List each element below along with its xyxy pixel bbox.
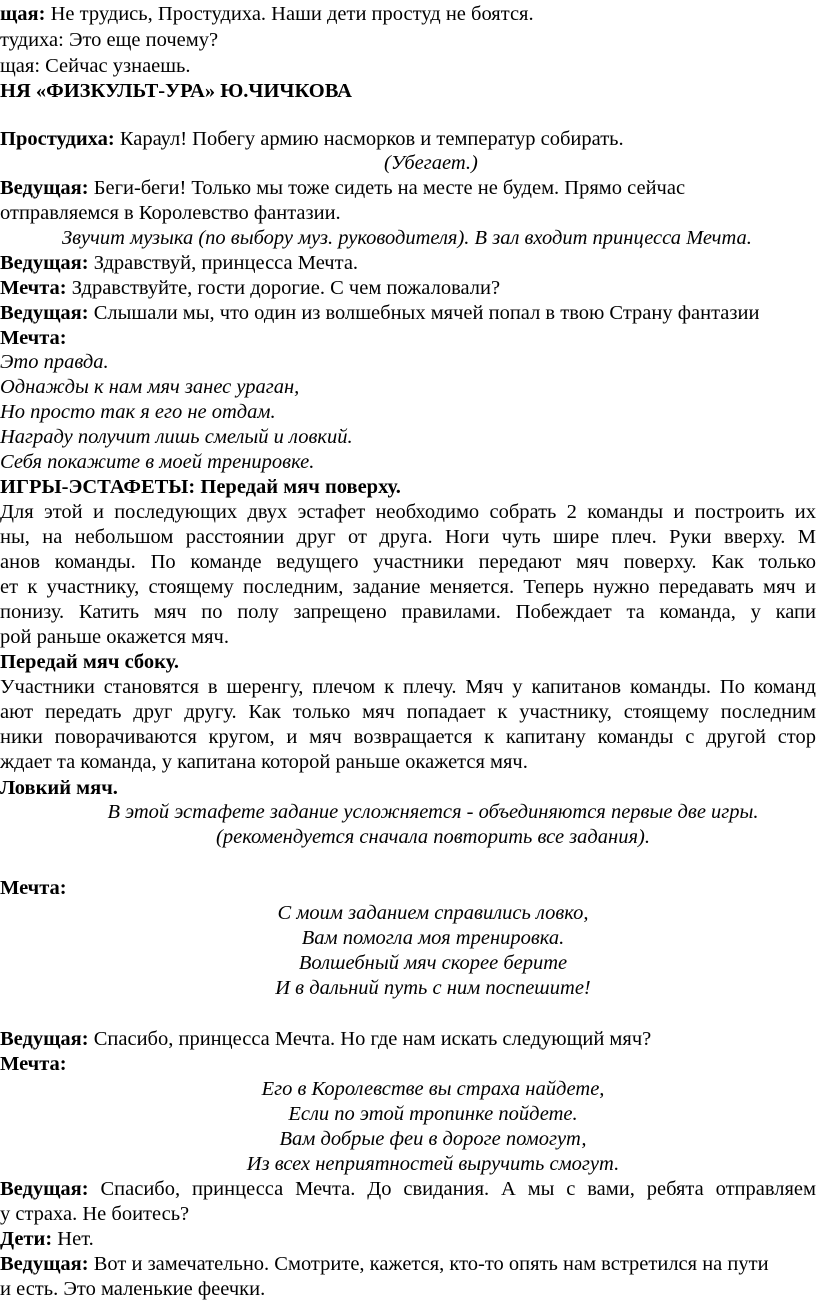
speaker-label: Ведущая: <box>0 252 89 274</box>
speaker-label: Простудиха: <box>0 128 115 150</box>
dialogue-text: Спасибо, принцесса Мечта. До свидания. А мы с вами, ребята отправляем <box>88 1178 816 1200</box>
stage-direction: (рекомендуется сначала повторить все задания). <box>216 826 650 848</box>
verse-line: С моим заданием справились ловко, <box>277 902 589 924</box>
dialogue-line <box>0 251 358 275</box>
paragraph-line: ны, на небольшом расстоянии друг от друга. Ноги чуть шире плеч. Руки вверху. М <box>0 526 816 548</box>
speaker-label: Мечта: <box>0 327 67 349</box>
paragraph-line: ет к участнику, стоящему последним, задание меняется. Теперь нужно передавать мяч и <box>0 576 816 598</box>
game-heading: ИГРЫ-ЭСТАФЕТЫ: Передай мяч поверху. <box>0 476 401 498</box>
verse-line: Вам помогла моя тренировка. <box>301 927 565 949</box>
paragraph-line: Участники становятся в шеренгу, плечом к плечу. Мяч у капитанов команды. По команд <box>0 676 816 698</box>
dialogue-line: тудиха: Это еще почему? <box>0 29 219 51</box>
paragraph-line: анов команды. По команде ведущего участники передают мяч поверху. Как только <box>0 551 816 573</box>
paragraph-line: понизу. Катить мяч по полу запрещено правилами. Побеждает та команда, у капи <box>0 601 816 623</box>
verse-line: Однажды к нам мяч занес ураган, <box>0 376 300 398</box>
speaker-label: Ведущая: <box>0 1253 89 1275</box>
dialogue-text: Здравствуйте, гости дорогие. С чем пожаловали? <box>66 277 501 299</box>
song-heading: НЯ «ФИЗКУЛЬТ-УРА» Ю.ЧИЧКОВА <box>0 80 352 102</box>
paragraph-line: Для этой и последующих двух эстафет необходимо собрать 2 команды и построить их <box>0 501 816 523</box>
stage-direction: В этой эстафете задание усложняется - объединяются первые две игры. <box>107 801 759 823</box>
speaker-label: Мечта: <box>0 277 67 299</box>
dialogue-text: Беги-беги! Только мы тоже сидеть на месте не будем. Прямо сейчас <box>88 177 686 199</box>
dialogue-text: Слышали мы, что один из волшебных мячей попал в твою Страну фантазии <box>88 302 760 324</box>
dialogue-line: и есть. Это маленькие феечки. <box>0 1278 266 1300</box>
dialogue-line <box>0 301 759 325</box>
dialogue-line <box>0 1027 651 1051</box>
verse-line: Награду получит лишь смелый и ловкий. <box>0 426 353 448</box>
game-heading: Передай мяч сбоку. <box>0 651 179 673</box>
dialogue-line <box>0 1252 769 1276</box>
verse-line: Из всех неприятностей выручить смогут. <box>246 1153 620 1175</box>
dialogue-text: Караул! Побегу армию насморков и температур собирать. <box>114 128 624 150</box>
speaker-label: Мечта: <box>0 1053 67 1075</box>
dialogue-line <box>0 2 534 26</box>
dialogue-line <box>0 1227 94 1251</box>
speaker-label: Ведущая: <box>0 1178 89 1200</box>
dialogue-text: Нет. <box>52 1228 94 1250</box>
verse-line: Вам добрые феи в дороге помогут, <box>279 1128 587 1150</box>
verse-line: Себя покажите в моей тренировке. <box>0 451 315 473</box>
dialogue-text: Здравствуй, принцесса Мечта. <box>88 252 359 274</box>
dialogue-line <box>0 127 624 151</box>
game-heading: Ловкий мяч. <box>0 777 118 799</box>
verse-line: Это правда. <box>0 351 109 373</box>
speaker-label: Дети: <box>0 1228 53 1250</box>
paragraph-line: ают передать друг другу. Как только мяч попадает к участнику, стоящему последним <box>0 701 816 723</box>
paragraph-line: ждает та команда, у капитана которой раньше окажется мяч. <box>0 751 528 773</box>
paragraph-line: рой раньше окажется мяч. <box>0 626 229 648</box>
dialogue-text: Вот и замечательно. Смотрите, кажется, кто-то опять нам встретился на пути <box>88 1253 769 1275</box>
paragraph-line: ники поворачиваются кругом, и мяч возвращается к капитану команды с другой стор <box>0 726 816 748</box>
speaker-label: Ведущая: <box>0 302 89 324</box>
dialogue-line <box>0 176 685 200</box>
speaker-label: Ведущая: <box>0 177 89 199</box>
stage-direction: (Убегает.) <box>384 152 478 174</box>
dialogue-line: щая: Сейчас узнаешь. <box>0 55 191 77</box>
stage-direction: Звучит музыка (по выбору муз. руководителя). В зал входит принцесса Мечта. <box>62 227 752 249</box>
dialogue-text: Не трудись, Простудиха. Наши дети простуд не боятся. <box>45 3 534 25</box>
verse-line: Волшебный мяч скорее берите <box>298 952 568 974</box>
speaker-label: щая: <box>0 3 46 25</box>
dialogue-line: у страха. Не боитесь? <box>0 1203 190 1225</box>
verse-line: Но просто так я его не отдам. <box>0 401 276 423</box>
dialogue-text: Спасибо, принцесса Мечта. Но где нам искать следующий мяч? <box>88 1028 652 1050</box>
verse-line: Если по этой тропинке пойдете. <box>288 1103 578 1125</box>
speaker-label: Мечта: <box>0 877 67 899</box>
verse-line: Его в Королевстве вы страха найдете, <box>261 1078 605 1100</box>
dialogue-line <box>0 1177 816 1201</box>
verse-line: И в дальний путь с ним поспешите! <box>275 977 591 999</box>
dialogue-line: отправляемся в Королевство фантазии. <box>0 202 341 224</box>
dialogue-line <box>0 276 500 300</box>
speaker-label: Ведущая: <box>0 1028 89 1050</box>
